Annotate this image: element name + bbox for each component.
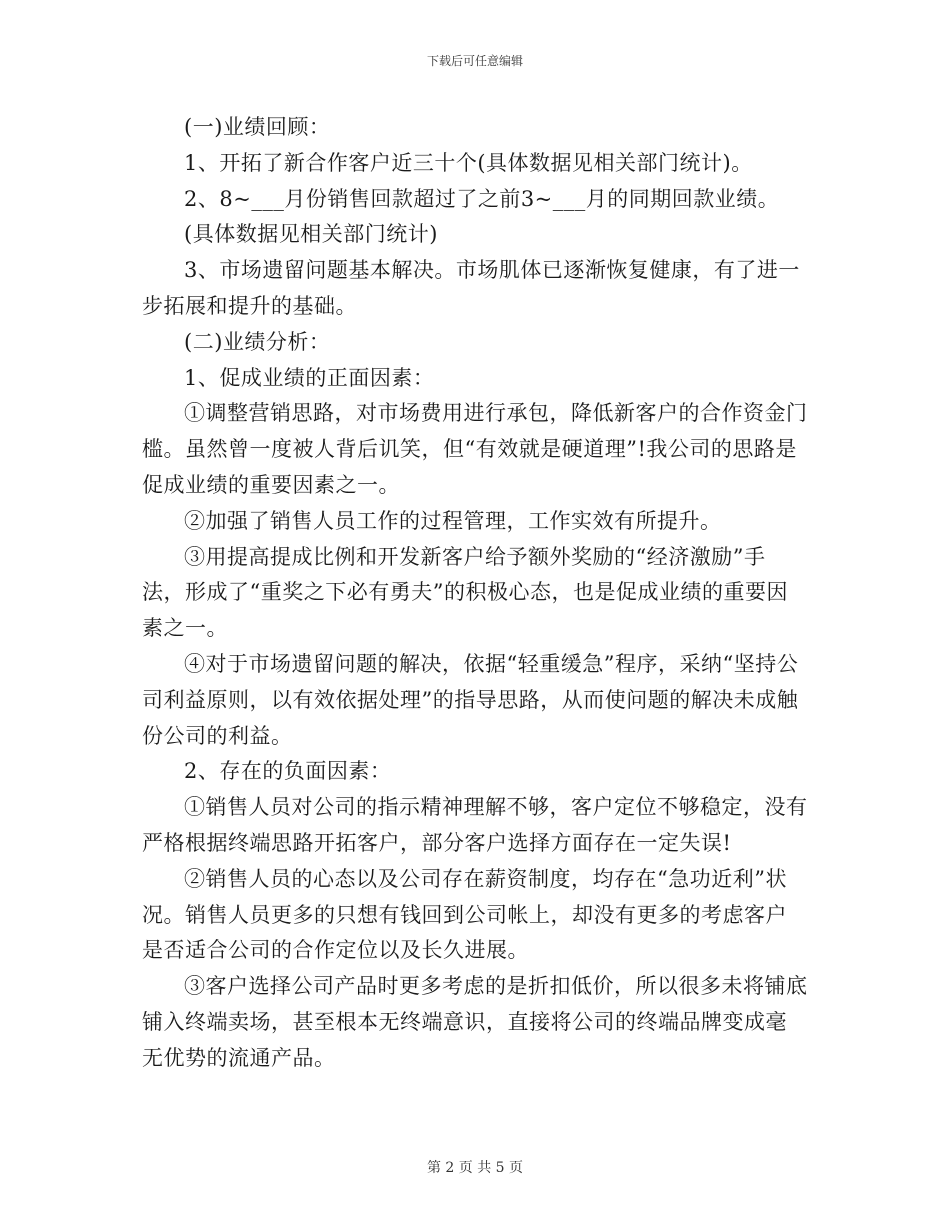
negative-factor-2: ②销售人员的心态以及公司存在薪资制度，均存在“急功近利”状况。销售人员更多的只想有钱回到公司帐上，却没有更多的考虑客户是否适合公司的合作定位以及长久进展。 bbox=[142, 866, 787, 963]
review-item-2: 2、8~___月份销售回款超过了之前3~___月的同期回款业绩。 bbox=[184, 186, 780, 211]
document-body bbox=[142, 110, 808, 1077]
review-item-3: 3、市场遗留问题基本解决。市场肌体已逐渐恢复健康，有了进一步拓展和提升的基础。 bbox=[142, 258, 800, 318]
page-number: 第 2 页 共 5 页 bbox=[426, 1160, 524, 1176]
negative-factors-heading: 2、存在的负面因素： bbox=[184, 759, 392, 784]
section-heading-review: (一)业绩回顾： bbox=[184, 115, 331, 139]
page-header-note: 下载后可任意编辑 bbox=[426, 54, 523, 68]
negative-factor-1: ①销售人员对公司的指示精神理解不够，客户定位不够稳定，没有严格根据终端思路开拓客户，部分客户选择方面存在一定失误! bbox=[142, 795, 808, 855]
positive-factor-2: ②加强了销售人员工作的过程管理，工作实效有所提升。 bbox=[184, 508, 722, 533]
negative-factor-3: ③客户选择公司产品时更多考虑的是折扣低价，所以很多未将铺底铺入终端卖场，甚至根本无终端意识，直接将公司的终端品牌变成毫无优势的流通产品。 bbox=[142, 974, 808, 1070]
positive-factors-heading: 1、促成业绩的正面因素： bbox=[184, 365, 435, 390]
review-item-1: 1、开拓了新合作客户近三十个(具体数据见相关部门统计)。 bbox=[184, 150, 753, 175]
positive-factor-4: ④对于市场遗留问题的解决，依据“轻重缓急”程序，采纳“坚持公司利益原则，以有效依据处理”的指导思路，从而使问题的解决未成触份公司的利益。 bbox=[142, 651, 799, 748]
review-item-2-note: (具体数据见相关部门统计) bbox=[184, 222, 438, 247]
positive-factor-3: ③用提高提成比例和开发新客户给予额外奖励的“经济激励”手法，形成了“重奖之下必有勇夫”的积极心态，也是促成业绩的重要因素之一。 bbox=[142, 544, 788, 641]
section-heading-analysis: (二)业绩分析： bbox=[184, 329, 331, 354]
positive-factor-1: ①调整营销思路，对市场费用进行承包，降低新客户的合作资金门槛。虽然曾一度被人背后讥笑，但“有效就是硬道理”!我公司的思路是促成业绩的重要因素之一。 bbox=[142, 401, 808, 497]
